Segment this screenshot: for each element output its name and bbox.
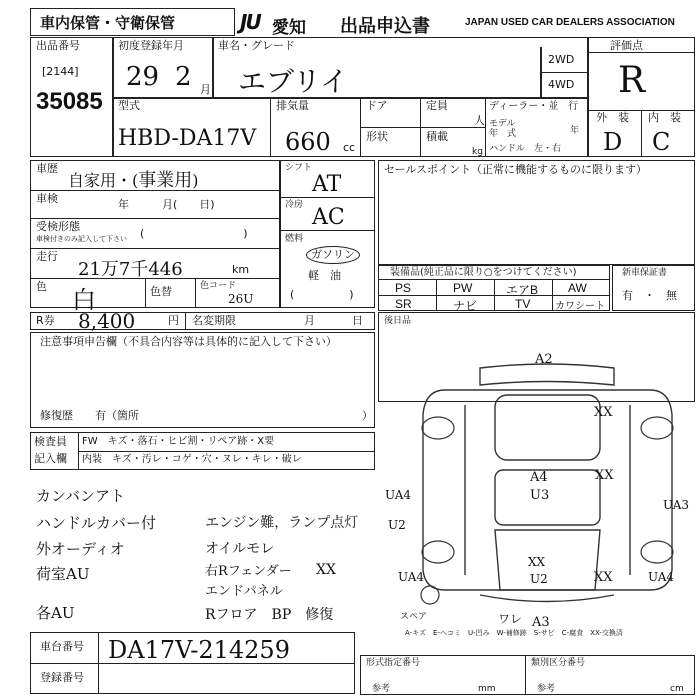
name-change-month: 月 <box>304 314 315 327</box>
cert-ref: 参考 <box>372 684 391 694</box>
history-options: 自家用・(事業用) <box>68 170 199 191</box>
equip-sr: SR <box>395 297 412 311</box>
mileage-value: 21万7千446 <box>78 259 183 280</box>
accept-paren: ( ) <box>140 227 248 240</box>
notes-label: 注意事項申告欄（不具合内容等は具体的に記入して下さい） <box>40 335 337 348</box>
interior-label: 内 装 <box>648 111 681 124</box>
regno-label: 登録番号 <box>40 671 84 684</box>
inspector-label: 検査員 <box>34 435 67 448</box>
warranty-value: 有 ・ 無 <box>622 289 677 302</box>
damage-legend: A-キズ E-ヘコミ U-凹み W-補修跡 S-サビ C-腐食 XX-交換済 <box>405 629 623 637</box>
fuel-diesel: 軽 油 <box>308 269 341 282</box>
rating-score: R <box>618 60 646 101</box>
history-selected: 事業用 <box>138 170 193 191</box>
shift-value: AT <box>312 172 342 197</box>
model-code: HBD-DA17V <box>118 126 257 151</box>
name-change-day: 日 <box>352 314 363 327</box>
reg-month-unit: 月 <box>200 83 211 96</box>
class-ref: 参考 <box>537 684 556 694</box>
dmg-ua4-rear-right: UA4 <box>648 570 675 584</box>
note-fender: 右Rフェンダー <box>205 564 292 579</box>
interior-grade: C <box>652 128 671 156</box>
note-xx: XX <box>316 562 336 578</box>
org-name: 愛知 <box>272 18 306 38</box>
repair-history: 修復歴 有（箇所 <box>40 409 139 422</box>
dmg-xx-right: XX <box>595 468 614 483</box>
cert-mm: mm <box>478 684 496 694</box>
dmg-crack: ワレ <box>498 612 523 626</box>
mileage-label: 走行 <box>36 250 58 263</box>
note-engine: エンジン難，ランプ点灯 <box>205 515 359 531</box>
color-change-label: 色替 <box>150 285 172 298</box>
note-endpanel: エンドパネル <box>205 584 283 599</box>
equip-leather: カワシート <box>555 301 605 312</box>
dmg-xx-rear-center: XX <box>528 555 546 569</box>
equip-pw: PW <box>453 281 473 295</box>
repair-close: ） <box>362 409 373 422</box>
handle-label: ハンドル 左・右 <box>489 144 562 154</box>
lot-number: 35085 <box>36 88 103 115</box>
inspector-row2: 内装 キズ・汚レ・コゲ・穴・ヌレ・キレ・破レ <box>82 454 302 465</box>
lot-label: 出品番号 <box>36 39 80 52</box>
reg-year: 29 <box>126 62 160 92</box>
inspector-label2: 記入欄 <box>34 452 67 465</box>
exterior-grade: D <box>603 128 623 156</box>
cc-unit: cc <box>343 141 356 154</box>
association-name: JAPAN USED CAR DEALERS ASSOCIATION <box>465 17 675 28</box>
equip-label: 装備品(純正品に限り○をつけてください) <box>390 267 577 278</box>
note-each: 各AU <box>36 604 75 622</box>
dmg-ua3: UA3 <box>663 498 690 512</box>
reg-month: 2 <box>175 62 192 92</box>
class-label: 類別区分番号 <box>531 658 586 668</box>
name-change-label: 名変期限 <box>192 314 236 327</box>
shape-label: 形状 <box>366 130 388 143</box>
fuel-paren: ( ) <box>290 288 354 301</box>
car-name: エブリイ <box>238 65 349 98</box>
color-value: 白 <box>72 286 96 314</box>
year-unit: 年 <box>570 126 580 136</box>
color-label: 色 <box>36 280 47 293</box>
note-oil: オイルモレ <box>205 541 275 557</box>
note-handle-cover: ハンドルカバー付 <box>36 514 157 532</box>
recycle-unit: 円 <box>168 314 179 327</box>
drive-2wd: 2WD <box>548 53 575 66</box>
lot-bracket: [2144] <box>42 65 79 78</box>
after-label: 後日品 <box>384 316 412 326</box>
dmg-ua4-rear-left: UA4 <box>398 570 425 584</box>
note-cargo: 荷室AU <box>36 565 90 583</box>
dmg-u3: U3 <box>530 488 550 503</box>
storage-title: 車内保管・守衛保管 <box>40 14 176 32</box>
dmg-ua4-left: UA4 <box>385 488 412 502</box>
car-name-label: 車名・グレード <box>218 39 295 52</box>
fuel-label: 燃料 <box>285 234 304 244</box>
dmg-a2: A2 <box>535 352 553 367</box>
cc-label: 排気量 <box>276 99 309 112</box>
dealer-label: ディーラー・並 行 <box>489 101 579 112</box>
inspection-date: 年 月( 日) <box>118 198 215 211</box>
equip-navi: ナビ <box>453 299 478 313</box>
equip-airbag: エアB <box>506 283 539 297</box>
dmg-u2-left: U2 <box>388 518 406 532</box>
form-title: 出品申込書 <box>340 16 430 37</box>
dmg-a3: A3 <box>532 615 550 630</box>
dmg-u2-rear: U2 <box>530 572 548 586</box>
spare-label: スペア <box>400 612 428 622</box>
history-label: 車歴 <box>36 162 58 175</box>
note-audio: 外オーディオ <box>36 540 125 558</box>
capacity-unit: 人 <box>474 114 485 127</box>
recycle-label: R券 <box>36 314 55 327</box>
equip-ps: PS <box>395 281 412 295</box>
inspection-label: 車検 <box>36 192 58 205</box>
model-label: 型式 <box>118 99 140 112</box>
rating-label: 評価点 <box>610 39 643 52</box>
capacity-label: 定員 <box>426 99 448 112</box>
chassis-label: 車台番号 <box>40 640 84 653</box>
reg-date-label: 初度登録年月 <box>118 39 184 52</box>
inspector-row1: FW キズ・落石・ヒビ割・リペア跡・X要 <box>82 436 275 447</box>
class-cm: cm <box>670 684 684 694</box>
cert-label: 形式指定番号 <box>366 658 421 668</box>
note-kanban: カンバンアト <box>36 487 125 505</box>
sales-label: セールスポイント（正常に機能するものに限ります） <box>384 163 648 176</box>
color-code-label: 色コード <box>200 281 237 291</box>
ac-label: 冷房 <box>285 200 304 210</box>
ju-logo: JU <box>240 10 260 34</box>
exterior-label: 外 装 <box>596 111 629 124</box>
chassis-number: DA17V-214259 <box>108 636 290 664</box>
warranty-label: 新車保証書 <box>622 268 668 278</box>
load-unit: kg <box>472 147 483 157</box>
accept-sub: 車検付きのみ記入して下さい <box>36 235 127 243</box>
recycle-value: 8,400 <box>78 309 136 333</box>
dmg-xx-rear-right: XX <box>594 570 613 585</box>
ac-value: AC <box>312 205 345 230</box>
color-code: 26U <box>228 292 254 306</box>
dmg-a4: A4 <box>530 470 548 485</box>
drive-4wd: 4WD <box>548 78 575 91</box>
equip-aw: AW <box>568 281 587 295</box>
equip-tv: TV <box>515 297 531 311</box>
cc-value: 660 <box>285 128 331 156</box>
dmg-xx-front: XX <box>594 405 613 420</box>
model-year-label: モデル 年 式 <box>489 119 517 139</box>
note-floor: Rフロア BP 修復 <box>205 607 334 623</box>
mileage-unit: km <box>232 263 250 276</box>
shift-label: シフト <box>285 163 313 173</box>
fuel-gas: ガソリン <box>306 246 360 264</box>
accept-label: 受検形態 <box>36 220 80 233</box>
door-label: ドア <box>366 99 388 112</box>
load-label: 積載 <box>426 130 448 143</box>
